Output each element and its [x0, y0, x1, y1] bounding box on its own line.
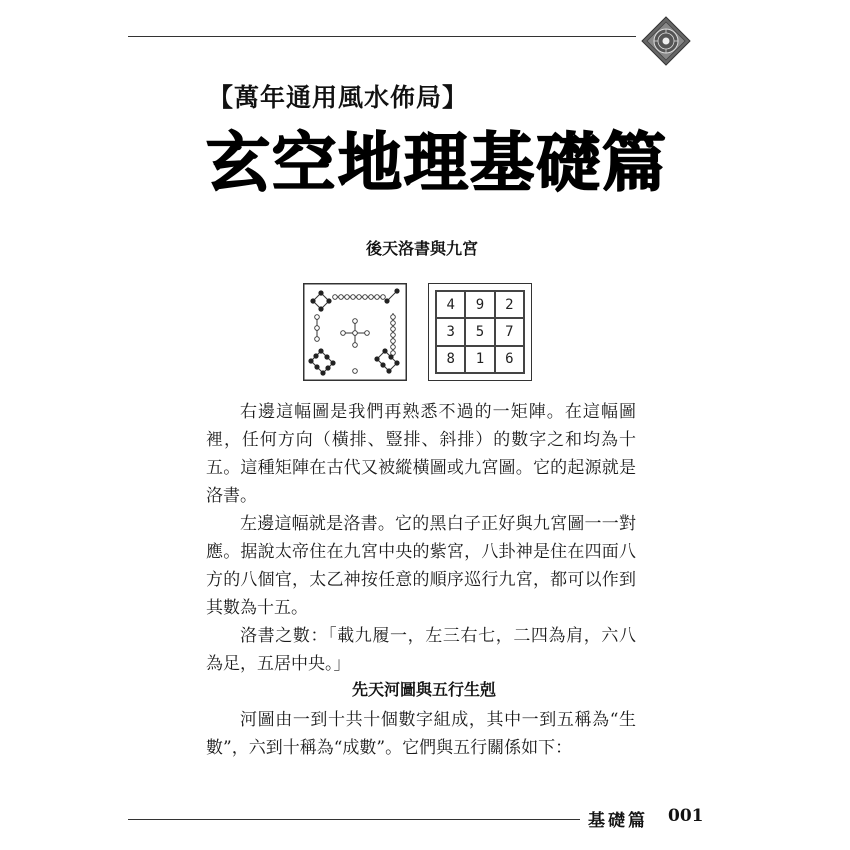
grid-cell: 6 — [495, 346, 524, 373]
grid-cell: 1 — [465, 346, 494, 373]
paragraph: 洛書之數：「載九履一，左三右七，二四為肩，六八為足，五居中央。」 — [206, 626, 636, 674]
grid-cell: 4 — [436, 291, 465, 318]
paragraph: 河圖由一到十共十個數字組成，其中一到五稱為“生數”，六到十稱為“成數”。它們與五行關係如下： — [206, 710, 636, 758]
bottom-rule — [128, 819, 580, 820]
grid-cell: 9 — [465, 291, 494, 318]
page-number: 001 — [668, 806, 704, 826]
footer-label: 基礎篇 — [588, 811, 648, 831]
paragraph: 右邊這幅圖是我們再熟悉不過的一矩陣。在這幅圖裡，任何方向（橫排、豎排、斜排）的數字之和均為十五。這種矩陣在古代又被縱橫圖或九宮圖。它的起源就是洛書。 — [206, 402, 636, 506]
section-title-luoshu: 後天洛書與九宮 — [365, 239, 478, 258]
section2-body — [206, 706, 636, 762]
grid-cell: 5 — [465, 318, 494, 345]
grid-cell: 7 — [495, 318, 524, 345]
section-title-hetu: 先天河圖與五行生剋 — [351, 680, 496, 699]
grid-cell: 3 — [436, 318, 465, 345]
main-title: 玄空地理基礎篇 — [206, 126, 668, 201]
grid-cell: 8 — [436, 346, 465, 373]
section1-body — [206, 398, 636, 678]
top-rule — [128, 36, 636, 37]
luoshu-diagram — [303, 283, 407, 381]
nine-palace-grid — [428, 283, 532, 381]
grid-cell: 2 — [495, 291, 524, 318]
series-title: 【萬年通用風水佈局】 — [208, 83, 469, 112]
bagua-compass-icon — [641, 16, 691, 66]
paragraph: 左邊這幅就是洛書。它的黑白子正好與九宮圖一一對應。据說太帝住在九宮中央的紫宮，八卦神是住在四面八方的八個官，太乙神按任意的順序巡行九宮，都可以作到其數為十五。 — [206, 514, 636, 618]
